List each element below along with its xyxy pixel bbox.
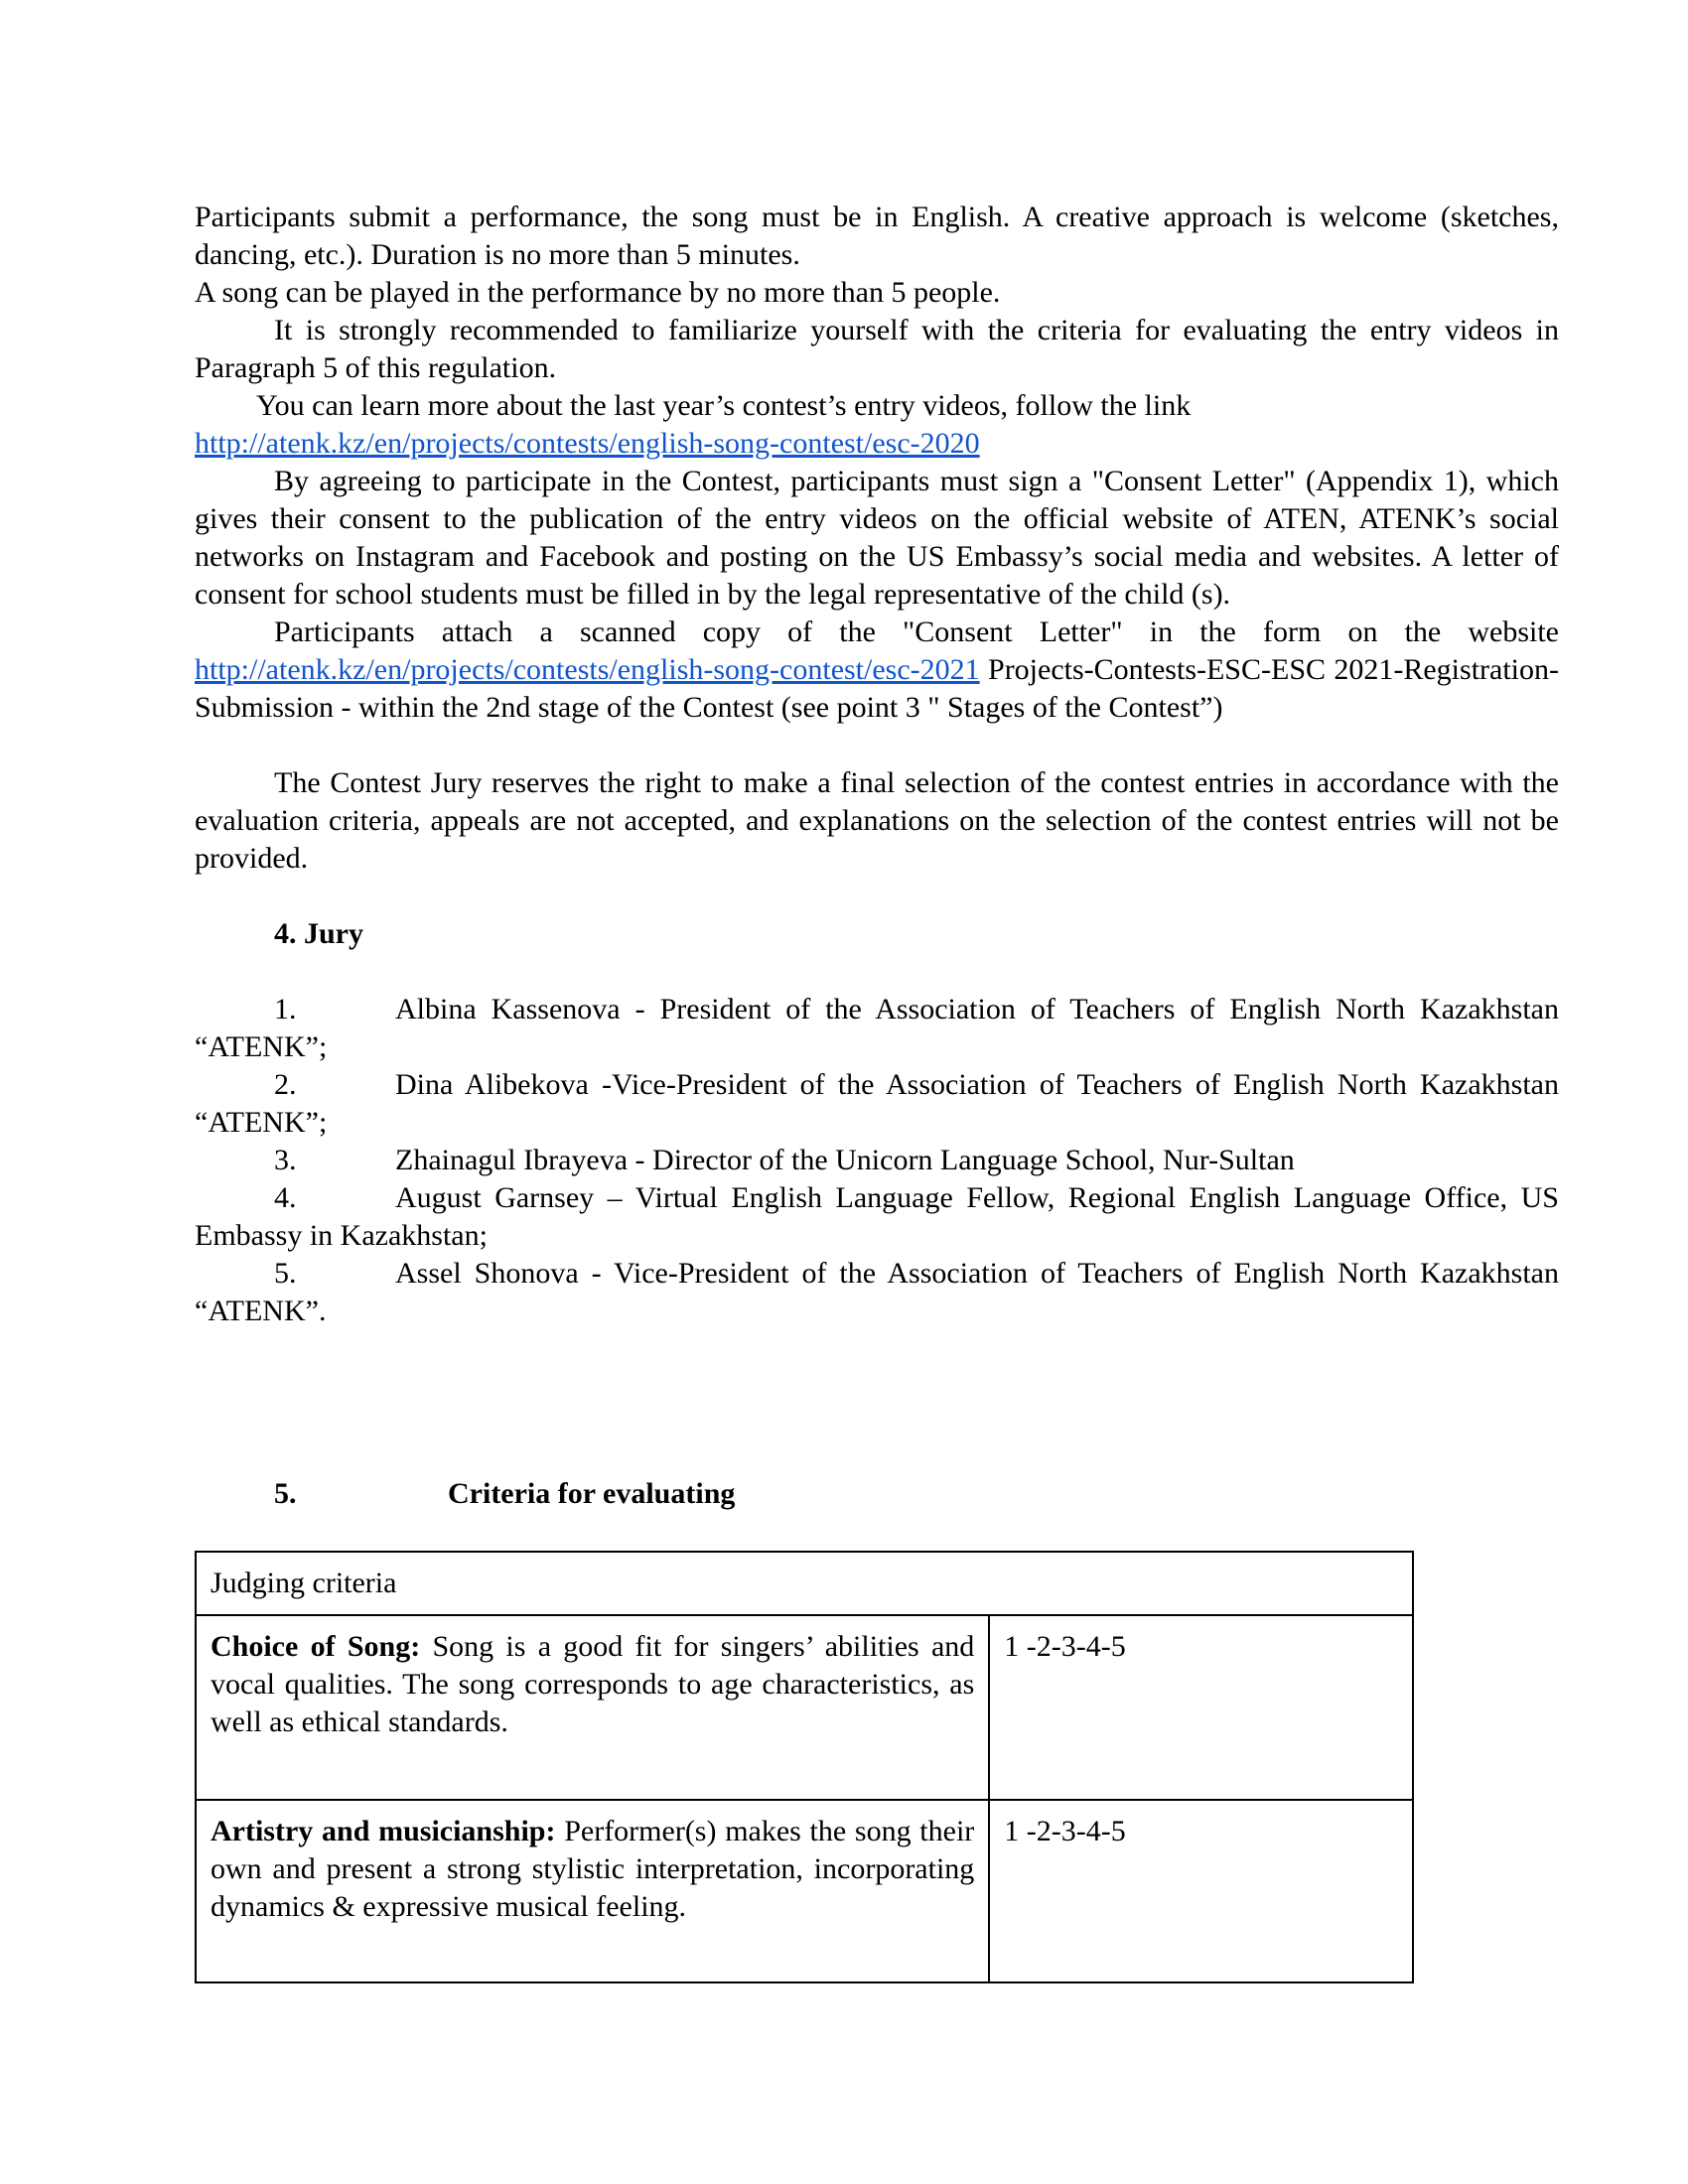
document-page [195, 199, 1559, 1983]
attach-consent-text: Participants attach a scanned copy of the "Consent Letter" in the form on the website [274, 615, 1559, 648]
paragraph-last-year: You can learn more about the last year’s contest’s entry videos, follow the link [256, 389, 1192, 422]
jury-member [195, 1142, 1559, 1179]
jury-number: 2. [274, 1068, 297, 1101]
spacer [195, 727, 1559, 764]
criterion-description: Performer(s) makes the song their own and present a strong stylistic interpretation, incorporating dynamics & expressive musical feeling. [211, 1815, 975, 1923]
paragraph-criteria-recommendation: It is strongly recommended to familiarize yourself with the criteria for evaluating the entry videos in Paragraph 5 of this regulation. [195, 314, 1559, 384]
jury-list [195, 991, 1559, 1330]
table-header-cell: Judging criteria [196, 1552, 1413, 1615]
section-heading-criteria [274, 1475, 1559, 1513]
section-title: Criteria for evaluating [448, 1477, 736, 1510]
jury-text: Assel Shonova - Vice-President of the Association of Teachers of English North Kazakhstan “ATENK”. [195, 1257, 1559, 1327]
jury-number: 1. [274, 993, 297, 1025]
jury-text: Albina Kassenova - President of the Association of Teachers of English North Kazakhstan “ATENK”; [195, 993, 1559, 1063]
paragraph-consent-letter: By agreeing to participate in the Contest, participants must sign a "Consent Letter" (Appendix 1), which gives their consent to the publication of the entry videos on the official website of ATEN, ATENK’s social networks on Instagram and Facebook and posting on the US Embassy’s social media and websites. A letter of consent for school students must be filled in by the legal representative of the child (s). [195, 465, 1559, 611]
section-heading-jury: 4. Jury [274, 917, 363, 950]
table-row [196, 1800, 1413, 1982]
score-cell: 1 -2-3-4-5 [989, 1615, 1413, 1800]
jury-member [195, 991, 1559, 1066]
criteria-table [195, 1551, 1414, 1983]
link-esc-2020[interactable]: http://atenk.kz/en/projects/contests/english-song-contest/esc-2020 [195, 427, 980, 460]
jury-text: August Garnsey – Virtual English Language Fellow, Regional English Language Office, US Embassy in Kazakhstan; [195, 1181, 1559, 1252]
section-number: 5. [274, 1477, 297, 1510]
attach-consent-text-end: Projects-Contests-ESC-ESC 2021-Registration-Submission - within the 2nd stage of the Contest (see point 3 " Stages of the Contest”) [195, 653, 1559, 724]
jury-member [195, 1179, 1559, 1255]
paragraph-performance: Participants submit a performance, the song must be in English. A creative approach is welcome (sketches, dancing, etc.). Duration is no more than 5 minutes. [195, 201, 1559, 271]
paragraph-jury-rights: The Contest Jury reserves the right to make a final selection of the contest entries in accordance with the evaluation criteria, appeals are not accepted, and explanations on the selection of the contest entries will not be provided. [195, 766, 1559, 875]
jury-number: 4. [274, 1181, 297, 1214]
jury-text: Zhainagul Ibrayeva - Director of the Unicorn Language School, Nur-Sultan [395, 1144, 1295, 1176]
jury-member [195, 1066, 1559, 1142]
paragraph-attach-consent [195, 614, 1559, 727]
link-esc-2021[interactable]: http://atenk.kz/en/projects/contests/english-song-contest/esc-2021 [195, 653, 980, 686]
spacer [195, 878, 1559, 915]
jury-number: 5. [274, 1257, 297, 1290]
criterion-cell [196, 1615, 989, 1800]
table-row [196, 1615, 1413, 1800]
spacer [195, 953, 1559, 991]
jury-text: Dina Alibekova -Vice-President of the Association of Teachers of English North Kazakhstan “ATENK”; [195, 1068, 1559, 1139]
score-cell: 1 -2-3-4-5 [989, 1800, 1413, 1982]
paragraph-performers-limit: A song can be played in the performance by no more than 5 people. [195, 276, 1001, 309]
jury-number: 3. [274, 1144, 297, 1176]
criterion-name: Artistry and musicianship: [211, 1815, 556, 1847]
criterion-name: Choice of Song: [211, 1630, 421, 1663]
link-line-2020 [195, 425, 1559, 463]
table-header-row [196, 1552, 1413, 1615]
criterion-description: Song is a good fit for singers’ abilities and vocal qualities. The song corresponds to age characteristics, as well as ethical standards. [211, 1630, 975, 1738]
jury-member [195, 1255, 1559, 1330]
criterion-cell [196, 1800, 989, 1982]
